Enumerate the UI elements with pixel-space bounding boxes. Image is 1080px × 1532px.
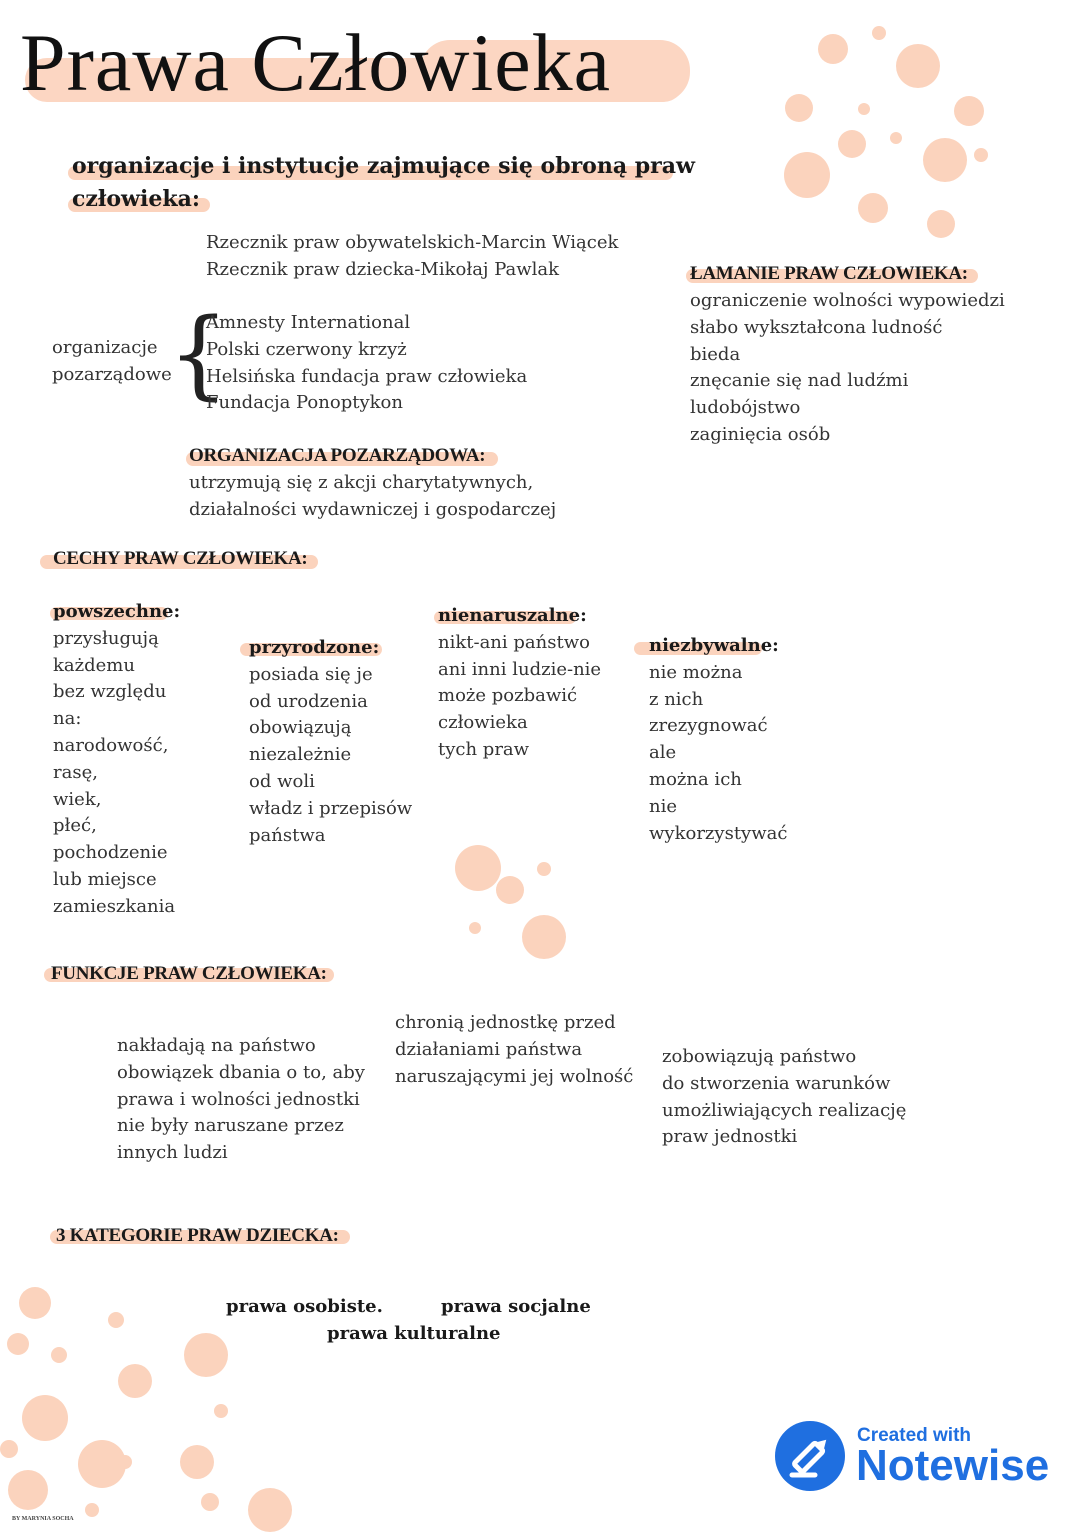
ngo-definition-heading: ORGANIZACJA POZARZĄDOWA: <box>189 445 486 466</box>
institutions-list <box>206 230 618 284</box>
feature-column-inviolable: nienaruszalne: nikt-ani państwo ani inni ludzie-nie może pozbawić człowieka tych praw <box>438 605 602 760</box>
pencil-icon <box>775 1421 845 1491</box>
ngo-label: organizacje pozarządowe <box>52 337 172 385</box>
function-column-2: chronią jednostkę przed działaniami państwa naruszającymi jej wolność <box>395 1012 634 1087</box>
organizations-heading: organizacje i instytucje zajmujące się obroną praw człowieka: <box>72 153 695 212</box>
list-item: zaginięcia osób <box>690 423 831 445</box>
child-rights-cultural: prawa kulturalne <box>327 1323 501 1344</box>
list-item: bieda <box>690 343 741 365</box>
list-item: Helsińska fundacja praw człowieka <box>206 365 528 387</box>
violations-heading: ŁAMANIE PRAW CZŁOWIEKA: <box>690 263 968 284</box>
functions-heading: FUNKCJE PRAW CZŁOWIEKA: <box>51 963 327 984</box>
list-item: Rzecznik praw obywatelskich-Marcin Wiącek <box>206 232 619 253</box>
list-item: ludobójstwo <box>690 397 801 419</box>
curly-brace-icon: { <box>168 298 230 410</box>
list-item: Polski czerwony krzyż <box>206 338 407 360</box>
child-rights-social: prawa socjalne <box>441 1296 591 1317</box>
ngo-list <box>206 310 527 417</box>
violations-list <box>690 288 1005 449</box>
list-item: znęcanie się nad ludźmi <box>690 370 909 392</box>
function-column-1: nakładają na państwo obowiązek dbania o to, aby prawa i wolności jednostki nie były naruszane przez innych ludzi <box>117 1035 365 1164</box>
notewise-logo <box>775 1421 845 1491</box>
list-item: Amnesty International <box>206 312 411 333</box>
logo-created-with: Created with <box>857 1425 972 1446</box>
list-item: ograniczenie wolności wypowiedzi <box>690 290 1005 311</box>
list-item: Rzecznik praw dziecka-Mikołaj Pawlak <box>206 258 560 280</box>
author-signature: BY MARYNIA SOCHA <box>12 1516 74 1522</box>
features-heading: CECHY PRAW CZŁOWIEKA: <box>53 548 308 569</box>
list-item: słabo wykształcona ludność <box>690 316 943 338</box>
feature-column-inalienable: niezbywalne: nie można z nich zrezygnować ale można ich nie wykorzystywać <box>649 635 788 844</box>
child-rights-personal: prawa osobiste. <box>226 1296 383 1317</box>
list-item: Fundacja Ponoptykon <box>206 392 403 414</box>
ngo-definition-text: utrzymują się z akcji charytatywnych, działalności wydawniczej i gospodarczej <box>189 472 557 520</box>
feature-column-inherent: przyrodzone: posiada się je od urodzenia obowiązują niezależnie od woli władz i przepisów państwa <box>249 637 413 846</box>
page-title: Prawa Człowieka <box>20 17 612 108</box>
logo-notewise-text: Notewise <box>856 1441 1050 1490</box>
feature-column-universal: powszechne: przysługują każdemu bez względu na: narodowość, rasę, wiek, płeć, pochodzenie lub miejsce zamieszkania <box>53 601 181 917</box>
child-rights-heading: 3 KATEGORIE PRAW DZIECKA: <box>56 1225 339 1246</box>
function-column-3: zobowiązują państwo do stworzenia warunków umożliwiających realizację praw jednostki <box>662 1046 907 1148</box>
